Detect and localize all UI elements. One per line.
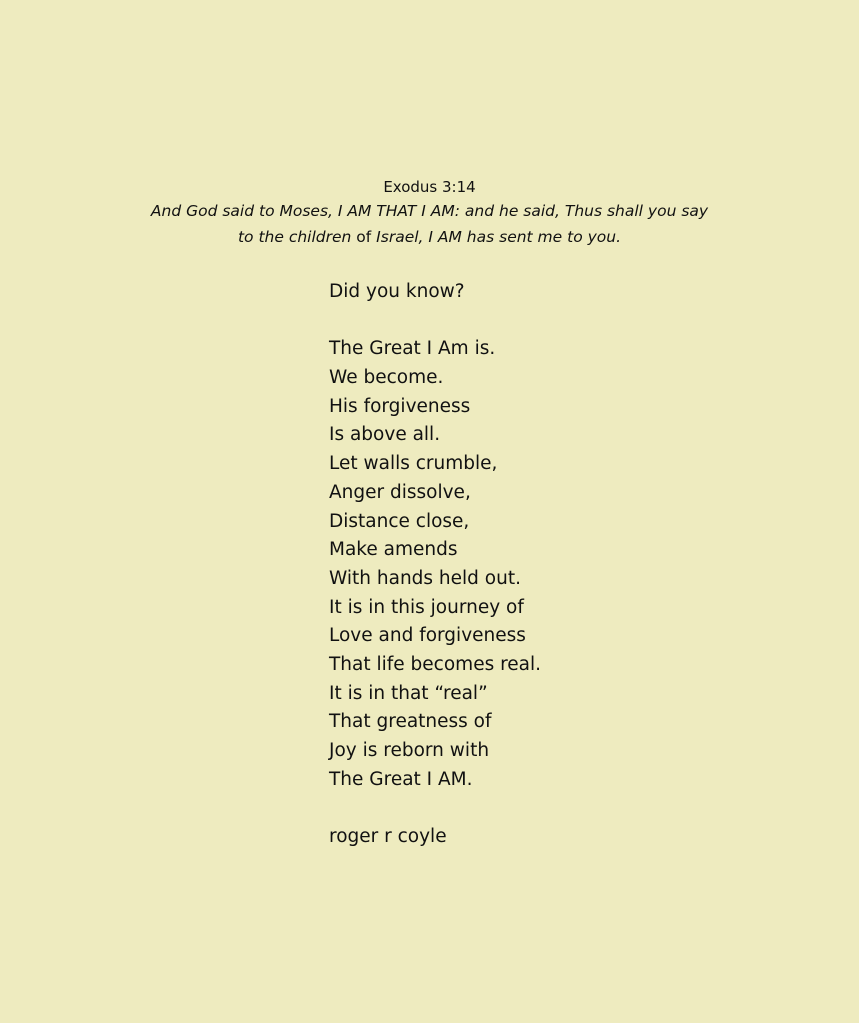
poem-line: The Great I Am is. [329, 338, 496, 360]
verse-line-2-end: Israel, I AM has sent me to you. [371, 228, 622, 246]
poem-line: Distance close, [329, 510, 470, 532]
stanza-gap [329, 307, 541, 336]
verse-line-1: And God said to Moses, I AM THAT I AM: and he said, Thus shall you say [150, 202, 709, 220]
poem-line: It is in that “real” [329, 682, 488, 704]
poem-line: Joy is reborn with [329, 740, 490, 761]
poem-opening: Did you know? [329, 281, 465, 302]
poem-line: We become. [329, 367, 444, 389]
poem-line: That greatness of [329, 711, 492, 733]
poem-line: Love and forgiveness [329, 625, 526, 647]
poem-line: Is above all. [329, 424, 441, 446]
poem-line: With hands held out. [329, 567, 521, 589]
scripture-reference: Exodus 3:14 [383, 178, 476, 196]
poem-author: roger r coyle [329, 826, 447, 848]
verse-line-2-start: to the children [237, 228, 357, 246]
poem-line: Anger dissolve, [329, 481, 471, 503]
poem-line: The Great I AM. [329, 768, 473, 790]
poem-line: Make amends [329, 539, 458, 561]
verse-line-2 [0, 224, 859, 250]
poem [329, 278, 541, 852]
verse-line-2-upright-word: of [356, 228, 372, 246]
poem-line: Let walls crumble, [329, 453, 498, 475]
scripture-block [0, 176, 859, 250]
poem-line: It is in this journey of [329, 596, 524, 618]
poem-line: That life becomes real. [329, 653, 542, 675]
stanza-gap [329, 794, 541, 823]
poem-line: His forgiveness [329, 395, 471, 417]
